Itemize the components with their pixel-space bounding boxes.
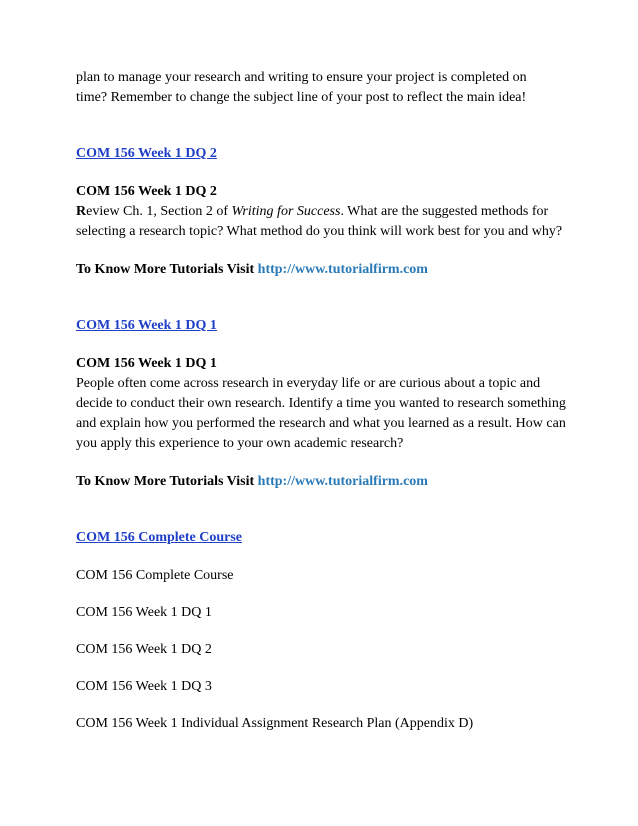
list-item: COM 156 Week 1 DQ 1 <box>76 605 212 620</box>
dq2-first-letter: R <box>76 204 87 219</box>
dq1-content <box>76 354 576 454</box>
dq2-more-label: To Know More Tutorials Visit <box>76 262 258 277</box>
dq2-more-line <box>76 260 576 280</box>
dq1-link-paragraph <box>76 316 576 336</box>
list-item: COM 156 Complete Course <box>76 568 234 583</box>
dq1-link[interactable]: COM 156 Week 1 DQ 1 <box>76 318 217 333</box>
course-item-list <box>76 566 576 734</box>
dq1-body: People often come across research in everyday life or are curious about a topic and decide to conduct their own research. Identify a time you wanted to research something and explain how you performed the research and what you learned as a result. How can you apply this experience to your own academic research? <box>76 376 566 451</box>
intro-paragraph <box>76 68 576 108</box>
complete-course-link[interactable]: COM 156 Complete Course <box>76 530 243 545</box>
dq2-more-url-link[interactable]: http://www.tutorialfirm.com <box>257 262 428 277</box>
dq1-more-url-link[interactable]: http://www.tutorialfirm.com <box>257 474 428 489</box>
intro-line-1: plan to manage your research and writing to ensure your project is completed on <box>76 70 527 85</box>
intro-line-2: time? Remember to change the subject line of your post to reflect the main idea! <box>76 90 527 105</box>
dq2-body-suffix: . What are the suggested methods for selecting a research topic? What method do you think will work best for you and why? <box>76 204 563 239</box>
dq2-heading: COM 156 Week 1 DQ 2 <box>76 184 217 199</box>
dq2-link-paragraph <box>76 144 576 164</box>
dq2-content <box>76 182 576 242</box>
dq1-more-line <box>76 472 576 492</box>
dq1-heading: COM 156 Week 1 DQ 1 <box>76 356 217 371</box>
dq1-more-label: To Know More Tutorials Visit <box>76 474 258 489</box>
course-link-paragraph <box>76 528 576 548</box>
list-item: COM 156 Week 1 DQ 2 <box>76 642 212 657</box>
dq2-book-title: Writing for Success <box>231 204 341 219</box>
dq2-link[interactable]: COM 156 Week 1 DQ 2 <box>76 146 217 161</box>
dq2-body-prefix: eview Ch. 1, Section 2 of <box>86 204 232 219</box>
list-item: COM 156 Week 1 DQ 3 <box>76 679 212 694</box>
list-item: COM 156 Week 1 Individual Assignment Research Plan (Appendix D) <box>76 716 474 731</box>
document-page <box>76 68 576 734</box>
